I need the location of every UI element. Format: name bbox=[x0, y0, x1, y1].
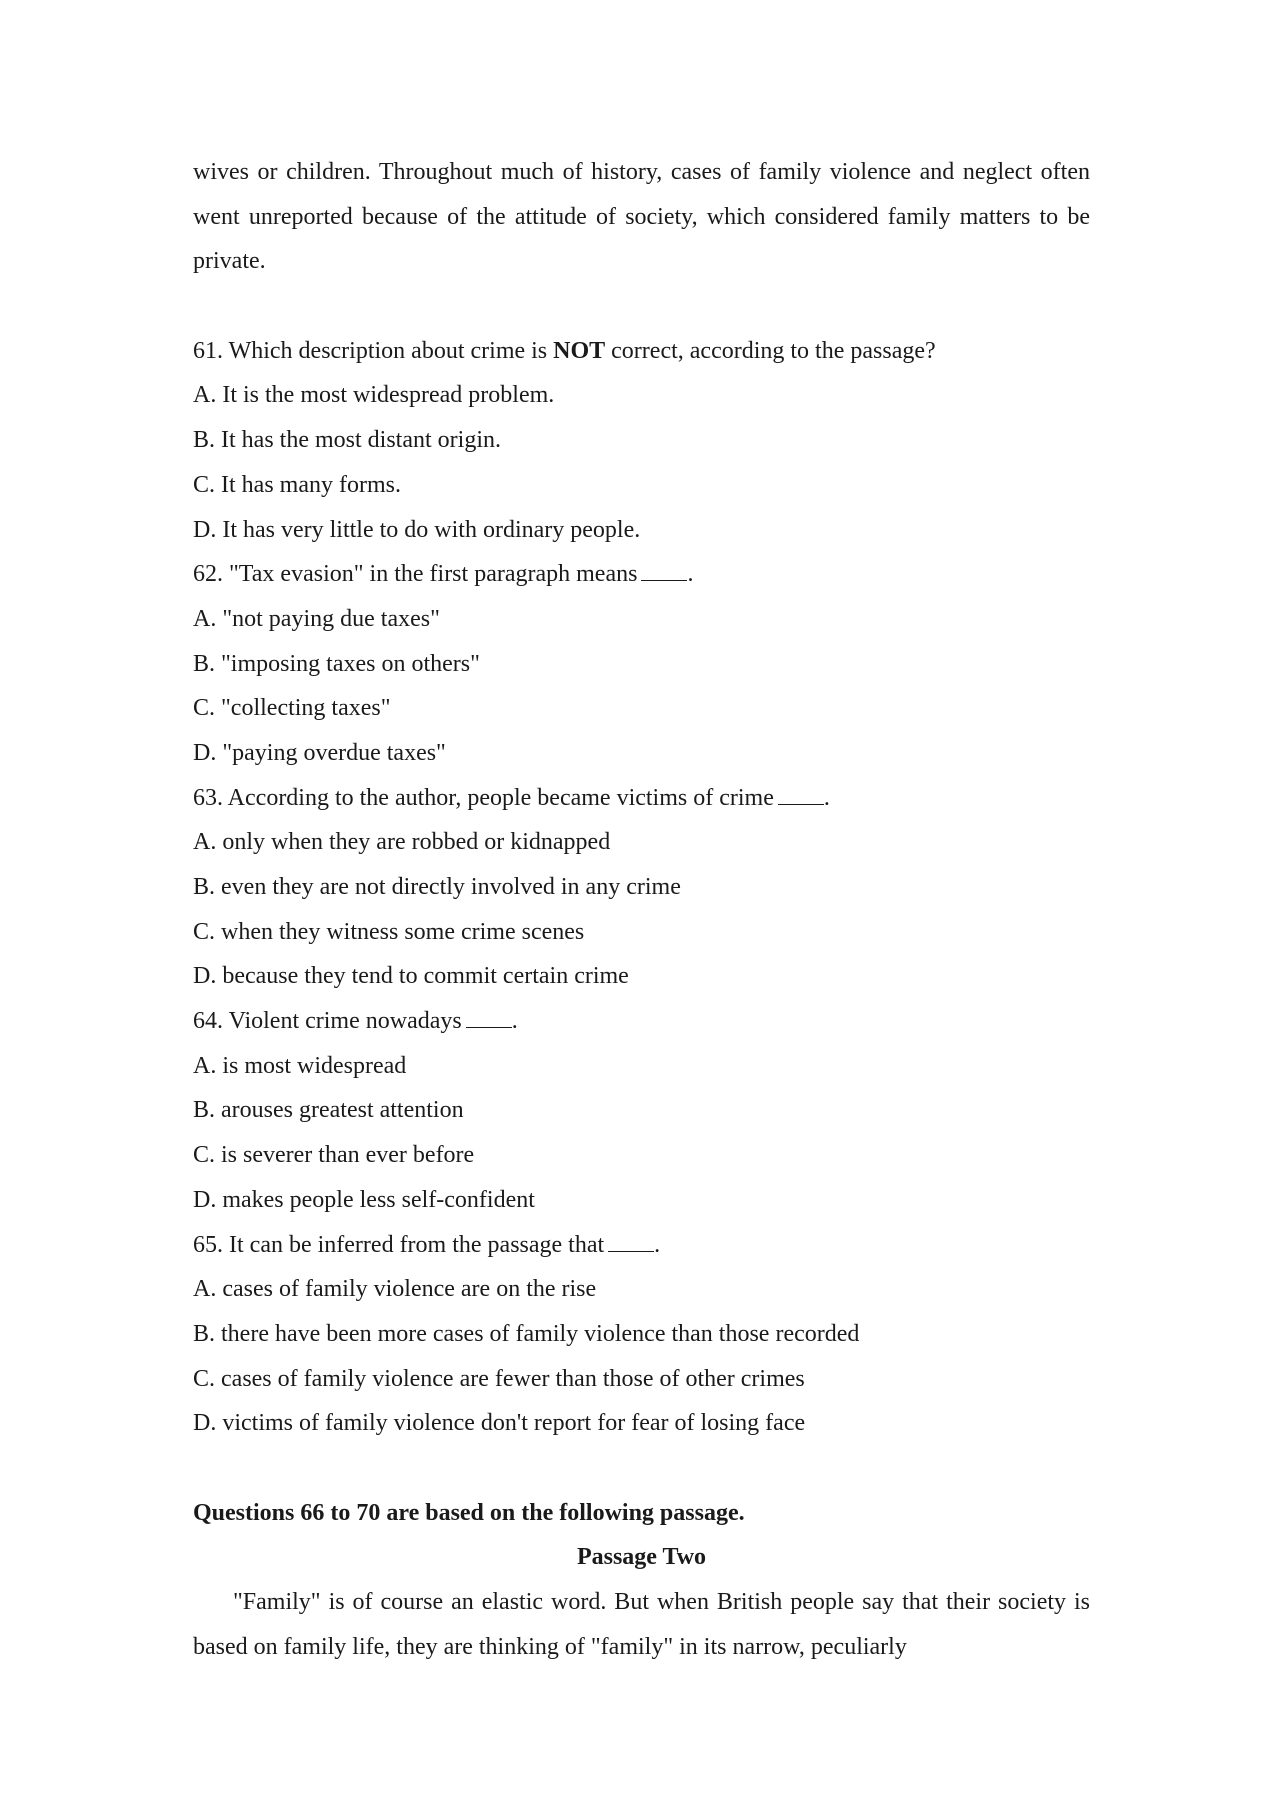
option-a: A. It is the most widespread problem. bbox=[193, 382, 555, 409]
option-d: D. It has very little to do with ordinary people. bbox=[193, 516, 641, 543]
section-heading: Questions 66 to 70 are based on the following passage. bbox=[193, 1499, 745, 1526]
question-62 bbox=[193, 552, 1090, 775]
option-c: C. It has many forms. bbox=[193, 471, 401, 498]
option-d: D. "paying overdue taxes" bbox=[193, 739, 446, 766]
spacer bbox=[193, 1446, 1090, 1491]
question-65 bbox=[193, 1223, 1090, 1446]
option-b: B. It has the most distant origin. bbox=[193, 427, 501, 454]
question-stem: 63. According to the author, people became victims of crime . bbox=[193, 784, 830, 811]
option-d: D. victims of family violence don't report for fear of losing face bbox=[193, 1410, 806, 1437]
question-61 bbox=[193, 329, 1090, 552]
option-a: A. "not paying due taxes" bbox=[193, 605, 440, 632]
option-a: A. is most widespread bbox=[193, 1052, 407, 1079]
option-a: A. only when they are robbed or kidnapped bbox=[193, 829, 611, 856]
question-64 bbox=[193, 999, 1090, 1222]
option-c: C. cases of family violence are fewer than those of other crimes bbox=[193, 1365, 805, 1392]
question-stem: 65. It can be inferred from the passage that . bbox=[193, 1231, 661, 1258]
answer-blank bbox=[778, 786, 824, 805]
option-b: B. there have been more cases of family violence than those recorded bbox=[193, 1320, 860, 1347]
question-stem: 64. Violent crime nowadays . bbox=[193, 1008, 518, 1035]
question-stem: 61. Which description about crime is NOT correct, according to the passage? bbox=[193, 337, 936, 364]
question-63 bbox=[193, 776, 1090, 999]
option-c: C. "collecting taxes" bbox=[193, 695, 391, 722]
answer-blank bbox=[466, 1009, 512, 1028]
option-d: D. because they tend to commit certain crime bbox=[193, 963, 629, 990]
exam-page bbox=[193, 150, 1090, 1669]
emphasis-not: NOT bbox=[553, 337, 606, 364]
option-b: B. arouses greatest attention bbox=[193, 1097, 464, 1124]
question-stem: 62. "Tax evasion" in the first paragraph means . bbox=[193, 561, 694, 588]
option-d: D. makes people less self-confident bbox=[193, 1186, 535, 1213]
answer-blank bbox=[608, 1233, 654, 1252]
spacer bbox=[193, 284, 1090, 329]
option-a: A. cases of family violence are on the rise bbox=[193, 1276, 597, 1303]
answer-blank bbox=[641, 562, 687, 581]
passage-two-text: "Family" is of course an elastic word. But when British people say that their society is based on family life, they are thinking of "family" in its narrow, peculiarly bbox=[193, 1589, 1090, 1660]
option-c: C. when they witness some crime scenes bbox=[193, 918, 585, 945]
option-b: B. "imposing taxes on others" bbox=[193, 650, 480, 677]
passage-title: Passage Two bbox=[576, 1544, 707, 1571]
option-c: C. is severer than ever before bbox=[193, 1142, 475, 1169]
option-b: B. even they are not directly involved in any crime bbox=[193, 874, 681, 901]
passage-one-ending: wives or children. Throughout much of history, cases of family violence and neglect often went unreported because of the attitude of society, which considered family matters to be private. bbox=[193, 159, 1090, 275]
